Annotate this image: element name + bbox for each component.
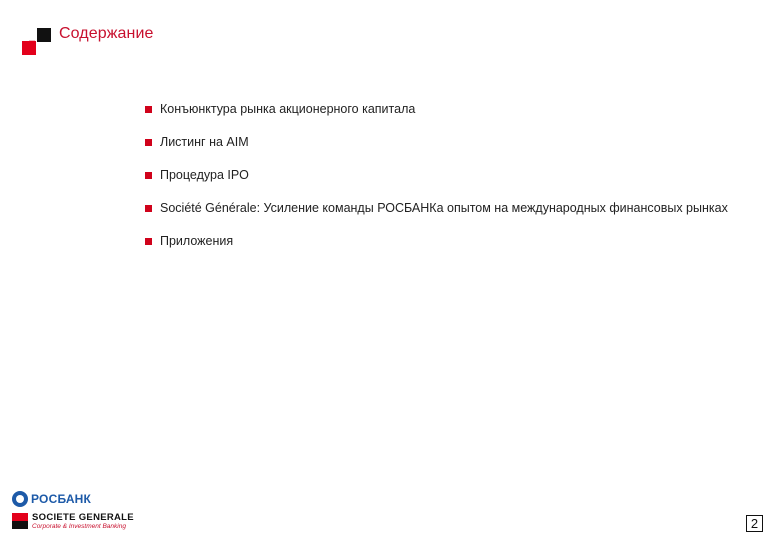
table-of-contents bbox=[145, 101, 728, 266]
rosbank-logo bbox=[12, 491, 91, 507]
square-bullet-icon bbox=[145, 172, 152, 179]
toc-item-appendices[interactable] bbox=[145, 233, 728, 266]
toc-item-label: Приложения bbox=[160, 234, 234, 248]
square-bullet-icon bbox=[145, 106, 152, 113]
square-bullet-icon bbox=[145, 139, 152, 146]
square-bullet-icon bbox=[145, 238, 152, 245]
title-mark-red-square-icon bbox=[22, 41, 36, 55]
toc-item-market-conditions[interactable] bbox=[145, 101, 728, 134]
rosbank-logo-text: РОСБАНК bbox=[31, 492, 92, 506]
title-mark-black-square-icon bbox=[37, 28, 51, 42]
page-title: Содержание bbox=[59, 25, 154, 42]
toc-item-ipo-procedure[interactable] bbox=[145, 167, 728, 200]
sg-logo-name: SOCIETE GENERALE bbox=[32, 512, 134, 523]
toc-item-label: Конъюнктура рынка акционерного капитала bbox=[160, 102, 416, 116]
toc-item-label: Société Générale: Усиление команды РОСБАНКа опытом на международных финансовых рынках bbox=[160, 201, 728, 215]
toc-item-label: Процедура IPO bbox=[160, 168, 249, 182]
sg-square-icon bbox=[12, 513, 28, 529]
sg-logo-subtitle: Corporate & Investment Banking bbox=[32, 523, 126, 530]
rosbank-emblem-icon bbox=[12, 491, 28, 507]
toc-item-societe-generale[interactable] bbox=[145, 200, 728, 233]
page-number: 2 bbox=[746, 515, 763, 532]
square-bullet-icon bbox=[145, 205, 152, 212]
title-mark-accent-line-icon bbox=[29, 40, 35, 41]
toc-item-label: Листинг на AIM bbox=[160, 135, 249, 149]
toc-item-aim-listing[interactable] bbox=[145, 134, 728, 167]
societe-generale-logo bbox=[12, 513, 134, 531]
